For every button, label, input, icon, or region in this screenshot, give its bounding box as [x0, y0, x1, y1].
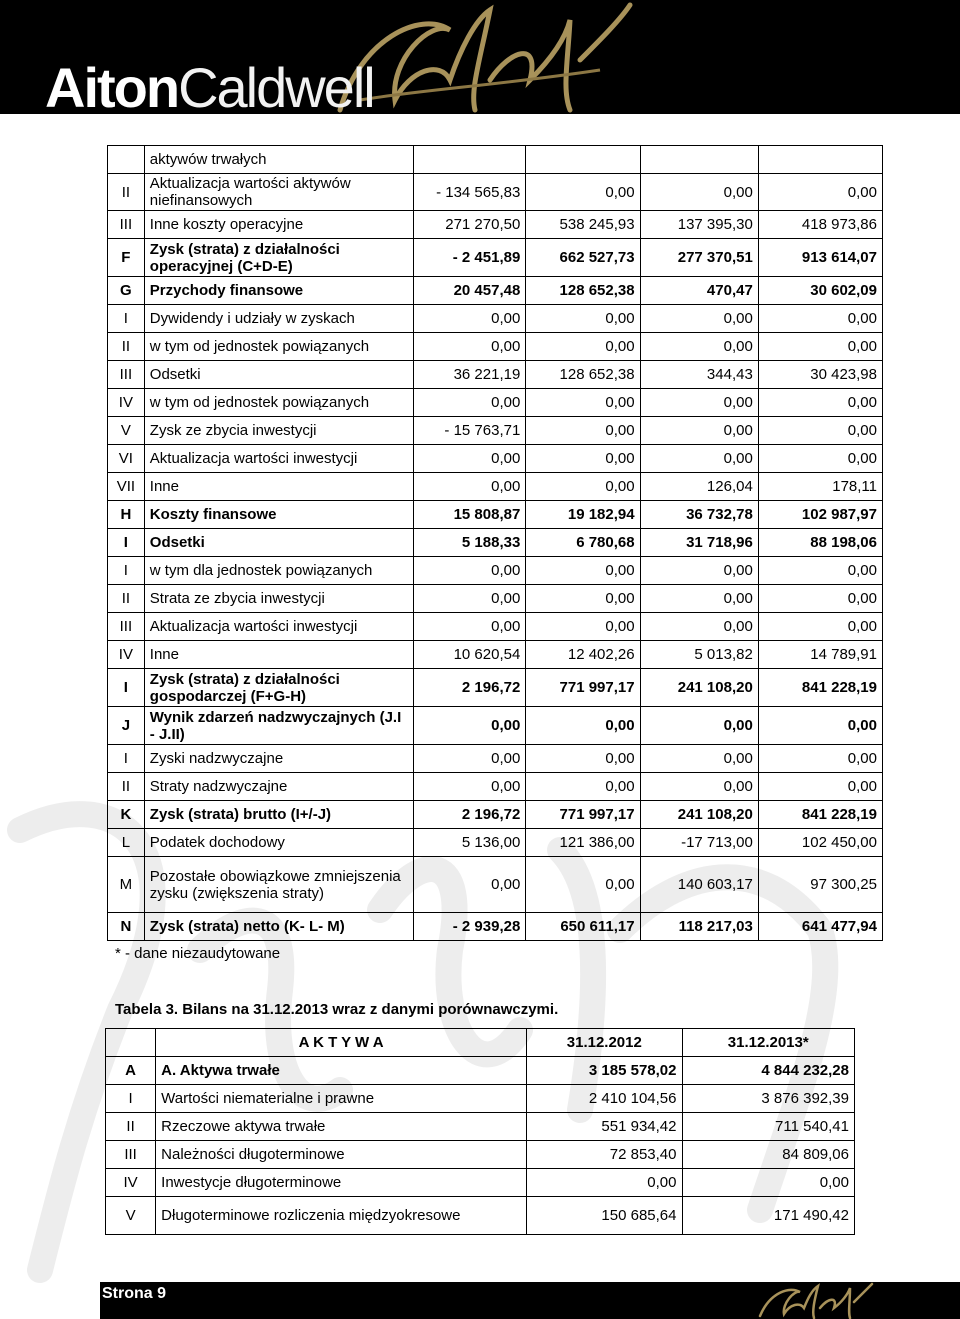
value-cell: 150 685,64	[527, 1197, 682, 1235]
row-id: I	[108, 745, 145, 773]
value-cell: 344,43	[640, 361, 758, 389]
table-row	[108, 473, 883, 501]
table-row	[108, 613, 883, 641]
value-cell: 140 603,17	[640, 857, 758, 913]
value-cell: 711 540,41	[682, 1113, 855, 1141]
table-row	[106, 1169, 855, 1197]
value-cell: 5 013,82	[640, 641, 758, 669]
value-cell: 0,00	[414, 857, 526, 913]
income-statement-table	[107, 145, 883, 941]
value-cell: 771 997,17	[526, 801, 640, 829]
row-id: II	[106, 1113, 156, 1141]
header-cell-2012: 31.12.2012	[527, 1029, 682, 1057]
value-cell: 0,00	[758, 585, 882, 613]
value-cell: -17 713,00	[640, 829, 758, 857]
value-cell: 2 196,72	[414, 669, 526, 707]
value-cell: 0,00	[526, 857, 640, 913]
value-cell: 913 614,07	[758, 239, 882, 277]
signature-logo-small	[750, 1282, 960, 1319]
value-cell: 3 185 578,02	[527, 1057, 682, 1085]
value-cell: 277 370,51	[640, 239, 758, 277]
value-cell: 88 198,06	[758, 529, 882, 557]
value-cell: 102 987,97	[758, 501, 882, 529]
value-cell: 841 228,19	[758, 669, 882, 707]
value-cell: 84 809,06	[682, 1141, 855, 1169]
value-cell: 5 136,00	[414, 829, 526, 857]
value-cell: 0,00	[414, 613, 526, 641]
value-cell: 241 108,20	[640, 801, 758, 829]
row-id: K	[108, 801, 145, 829]
value-cell: 0,00	[640, 745, 758, 773]
value-cell	[640, 146, 758, 174]
value-cell: 0,00	[758, 389, 882, 417]
value-cell	[526, 146, 640, 174]
row-label: Odsetki	[144, 529, 413, 557]
row-id: L	[108, 829, 145, 857]
value-cell: 0,00	[758, 445, 882, 473]
header-cell-empty	[106, 1029, 156, 1057]
row-label: Koszty finansowe	[144, 501, 413, 529]
value-cell: 0,00	[526, 445, 640, 473]
table-row	[108, 707, 883, 745]
value-cell: 0,00	[758, 174, 882, 211]
row-id: IV	[108, 641, 145, 669]
table-row	[106, 1057, 855, 1085]
value-cell: 0,00	[758, 707, 882, 745]
value-cell: 641 477,94	[758, 913, 882, 941]
row-id: V	[106, 1197, 156, 1235]
row-label: Rzeczowe aktywa trwałe	[156, 1113, 527, 1141]
row-id: I	[108, 529, 145, 557]
value-cell: 3 876 392,39	[682, 1085, 855, 1113]
row-id: I	[106, 1085, 156, 1113]
value-cell: - 2 451,89	[414, 239, 526, 277]
row-id: IV	[106, 1169, 156, 1197]
value-cell: 551 934,42	[527, 1113, 682, 1141]
value-cell: 4 844 232,28	[682, 1057, 855, 1085]
value-cell: 0,00	[526, 389, 640, 417]
table-row	[108, 417, 883, 445]
table-row	[108, 389, 883, 417]
value-cell: 12 402,26	[526, 641, 640, 669]
table-row	[108, 239, 883, 277]
value-cell: 0,00	[414, 333, 526, 361]
value-cell: 128 652,38	[526, 277, 640, 305]
row-label: Wartości niematerialne i prawne	[156, 1085, 527, 1113]
row-label: Inne	[144, 473, 413, 501]
row-id: N	[108, 913, 145, 941]
table-row	[108, 829, 883, 857]
row-label: Zysk (strata) brutto (I+/-J)	[144, 801, 413, 829]
row-label: Zysk ze zbycia inwestycji	[144, 417, 413, 445]
row-id: III	[106, 1141, 156, 1169]
row-label: Pozostałe obowiązkowe zmniejszenia zysku (zwiększenia straty)	[144, 857, 413, 913]
value-cell: 241 108,20	[640, 669, 758, 707]
table-header-row	[106, 1029, 855, 1057]
row-label: w tym od jednostek powiązanych	[144, 333, 413, 361]
row-label: Wynik zdarzeń nadzwyczajnych (J.I - J.II)	[144, 707, 413, 745]
value-cell: 0,00	[526, 585, 640, 613]
value-cell: 15 808,87	[414, 501, 526, 529]
table-row	[108, 745, 883, 773]
table-row	[108, 529, 883, 557]
value-cell: 128 652,38	[526, 361, 640, 389]
value-cell: 0,00	[758, 417, 882, 445]
value-cell: 118 217,03	[640, 913, 758, 941]
row-id: G	[108, 277, 145, 305]
table-row	[108, 641, 883, 669]
value-cell: 171 490,42	[682, 1197, 855, 1235]
value-cell: 2 410 104,56	[527, 1085, 682, 1113]
page-footer	[100, 1282, 960, 1319]
row-label: Zysk (strata) z działalności gospodarczej (F+G-H)	[144, 669, 413, 707]
table-row	[108, 146, 883, 174]
value-cell: 0,00	[526, 305, 640, 333]
value-cell: 2 196,72	[414, 801, 526, 829]
row-label: Inne	[144, 641, 413, 669]
value-cell: 0,00	[758, 773, 882, 801]
row-label: Straty nadzwyczajne	[144, 773, 413, 801]
row-label: Inwestycje długoterminowe	[156, 1169, 527, 1197]
value-cell: 0,00	[640, 417, 758, 445]
row-id: H	[108, 501, 145, 529]
row-label: Długoterminowe rozliczenia międzyokresowe	[156, 1197, 527, 1235]
table-row	[108, 211, 883, 239]
value-cell: 0,00	[758, 333, 882, 361]
row-id: I	[108, 669, 145, 707]
value-cell: 30 602,09	[758, 277, 882, 305]
value-cell: 97 300,25	[758, 857, 882, 913]
table-row	[108, 773, 883, 801]
value-cell: 0,00	[640, 445, 758, 473]
row-label: Dywidendy i udziały w zyskach	[144, 305, 413, 333]
row-id: II	[108, 333, 145, 361]
row-id: II	[108, 585, 145, 613]
brand-logo: AitonCaldwell	[45, 56, 374, 114]
page-number: Strona 9	[102, 1285, 167, 1302]
value-cell: 126,04	[640, 473, 758, 501]
balance-caption: Tabela 3. Bilans na 31.12.2013 wraz z danymi porównawczymi.	[115, 1001, 559, 1018]
value-cell: 10 620,54	[414, 641, 526, 669]
value-cell: 0,00	[527, 1169, 682, 1197]
value-cell: 662 527,73	[526, 239, 640, 277]
value-cell: 0,00	[758, 557, 882, 585]
row-label: Przychody finansowe	[144, 277, 413, 305]
row-label: Zysk (strata) z działalności operacyjnej (C+D-E)	[144, 239, 413, 277]
table-row	[108, 801, 883, 829]
table-row	[106, 1141, 855, 1169]
value-cell: 178,11	[758, 473, 882, 501]
row-id: A	[106, 1057, 156, 1085]
value-cell: 0,00	[640, 389, 758, 417]
value-cell: 841 228,19	[758, 801, 882, 829]
value-cell: 650 611,17	[526, 913, 640, 941]
value-cell: 31 718,96	[640, 529, 758, 557]
value-cell: 0,00	[758, 745, 882, 773]
table-row	[108, 333, 883, 361]
value-cell: 0,00	[526, 333, 640, 361]
row-label: Aktualizacja wartości aktywów niefinansowych	[144, 174, 413, 211]
balance-sheet-table	[105, 1028, 855, 1235]
table-row	[106, 1085, 855, 1113]
table-row	[106, 1113, 855, 1141]
value-cell: 0,00	[414, 389, 526, 417]
value-cell: 0,00	[640, 333, 758, 361]
row-id: VI	[108, 445, 145, 473]
row-label: A. Aktywa trwałe	[156, 1057, 527, 1085]
row-label: Należności długoterminowe	[156, 1141, 527, 1169]
row-id: VII	[108, 473, 145, 501]
table-row	[106, 1197, 855, 1235]
value-cell: 0,00	[526, 473, 640, 501]
page-header	[0, 0, 960, 114]
value-cell: 137 395,30	[640, 211, 758, 239]
value-cell: 0,00	[526, 417, 640, 445]
value-cell: - 134 565,83	[414, 174, 526, 211]
table-row	[108, 857, 883, 913]
value-cell: - 2 939,28	[414, 913, 526, 941]
row-label: aktywów trwałych	[144, 146, 413, 174]
value-cell: 0,00	[414, 585, 526, 613]
table-row	[108, 361, 883, 389]
value-cell: 102 450,00	[758, 829, 882, 857]
row-id: I	[108, 557, 145, 585]
value-cell: 14 789,91	[758, 641, 882, 669]
value-cell: 0,00	[682, 1169, 855, 1197]
value-cell: 0,00	[414, 445, 526, 473]
table-row	[108, 913, 883, 941]
row-id: IV	[108, 389, 145, 417]
value-cell: 0,00	[414, 773, 526, 801]
table-row	[108, 501, 883, 529]
value-cell: 72 853,40	[527, 1141, 682, 1169]
value-cell: 470,47	[640, 277, 758, 305]
table-row	[108, 277, 883, 305]
table-row	[108, 174, 883, 211]
value-cell: 0,00	[414, 473, 526, 501]
value-cell: 0,00	[640, 613, 758, 641]
value-cell: 0,00	[640, 174, 758, 211]
row-id: F	[108, 239, 145, 277]
row-id: M	[108, 857, 145, 913]
row-label: Aktualizacja wartości inwestycji	[144, 445, 413, 473]
value-cell	[758, 146, 882, 174]
value-cell: - 15 763,71	[414, 417, 526, 445]
value-cell: 0,00	[640, 707, 758, 745]
value-cell: 36 221,19	[414, 361, 526, 389]
row-id: III	[108, 613, 145, 641]
value-cell	[414, 146, 526, 174]
value-cell: 6 780,68	[526, 529, 640, 557]
value-cell: 0,00	[526, 174, 640, 211]
value-cell: 121 386,00	[526, 829, 640, 857]
value-cell: 36 732,78	[640, 501, 758, 529]
value-cell: 0,00	[526, 557, 640, 585]
value-cell: 0,00	[526, 613, 640, 641]
row-label: Inne koszty operacyjne	[144, 211, 413, 239]
row-id: II	[108, 174, 145, 211]
value-cell: 0,00	[414, 305, 526, 333]
value-cell: 0,00	[758, 305, 882, 333]
table-row	[108, 669, 883, 707]
row-label: Zyski nadzwyczajne	[144, 745, 413, 773]
value-cell: 0,00	[526, 773, 640, 801]
value-cell: 0,00	[640, 305, 758, 333]
value-cell: 771 997,17	[526, 669, 640, 707]
row-label: Aktualizacja wartości inwestycji	[144, 613, 413, 641]
value-cell: 20 457,48	[414, 277, 526, 305]
value-cell: 271 270,50	[414, 211, 526, 239]
value-cell: 0,00	[640, 585, 758, 613]
row-label: Odsetki	[144, 361, 413, 389]
value-cell: 538 245,93	[526, 211, 640, 239]
row-label: w tym od jednostek powiązanych	[144, 389, 413, 417]
row-label: Podatek dochodowy	[144, 829, 413, 857]
value-cell: 0,00	[526, 707, 640, 745]
table-row	[108, 585, 883, 613]
value-cell: 5 188,33	[414, 529, 526, 557]
value-cell: 0,00	[414, 745, 526, 773]
row-id: V	[108, 417, 145, 445]
unaudited-note: * - dane niezaudytowane	[115, 945, 281, 962]
header-cell-aktywa: A K T Y W A	[156, 1029, 527, 1057]
row-id	[108, 146, 145, 174]
value-cell: 0,00	[758, 613, 882, 641]
row-id: II	[108, 773, 145, 801]
value-cell: 0,00	[414, 707, 526, 745]
header-cell-2013: 31.12.2013*	[682, 1029, 855, 1057]
table-row	[108, 557, 883, 585]
row-id: III	[108, 211, 145, 239]
row-id: III	[108, 361, 145, 389]
row-id: I	[108, 305, 145, 333]
value-cell: 19 182,94	[526, 501, 640, 529]
row-label: Strata ze zbycia inwestycji	[144, 585, 413, 613]
value-cell: 0,00	[640, 773, 758, 801]
table-row	[108, 305, 883, 333]
value-cell: 0,00	[414, 557, 526, 585]
value-cell: 30 423,98	[758, 361, 882, 389]
table-row	[108, 445, 883, 473]
value-cell: 418 973,86	[758, 211, 882, 239]
value-cell: 0,00	[640, 557, 758, 585]
row-label: w tym dla jednostek powiązanych	[144, 557, 413, 585]
value-cell: 0,00	[526, 745, 640, 773]
row-label: Zysk (strata) netto (K- L- M)	[144, 913, 413, 941]
row-id: J	[108, 707, 145, 745]
